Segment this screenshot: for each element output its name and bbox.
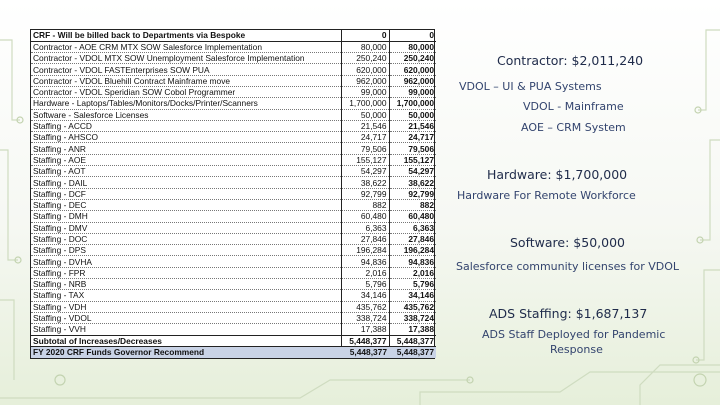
row-value-2: 1,700,000 xyxy=(389,98,436,109)
row-label: Hardware - Laptops/Tables/Monitors/Docks/Printer/Scanners xyxy=(31,98,341,109)
row-label: Staffing - DVHA xyxy=(31,256,341,267)
table-row xyxy=(31,53,436,64)
row-value-2: 21,546 xyxy=(389,120,436,131)
row-value-1: 54,297 xyxy=(341,166,389,177)
row-label: Staffing - NRB xyxy=(31,279,341,290)
table-row xyxy=(31,166,436,177)
row-value-2: 17,388 xyxy=(389,324,436,335)
row-value-2: 92,799 xyxy=(389,188,436,199)
row-value-1: 882 xyxy=(341,199,389,210)
row-value-2: 5,448,377 xyxy=(389,335,436,346)
row-value-2: 34,146 xyxy=(389,290,436,301)
contractor-line-2: VDOL - Mainframe xyxy=(523,100,624,113)
row-value-1: 99,000 xyxy=(341,86,389,97)
table-row xyxy=(31,143,436,154)
table-row xyxy=(31,199,436,210)
table-row xyxy=(31,279,436,290)
row-value-1: 1,700,000 xyxy=(341,98,389,109)
staffing-heading: ADS Staffing: $1,687,137 xyxy=(489,306,648,321)
row-label: Software - Salesforce Licenses xyxy=(31,109,341,120)
row-value-2: 5,796 xyxy=(389,279,436,290)
table-row xyxy=(31,222,436,233)
row-value-2: 99,000 xyxy=(389,86,436,97)
row-label: Staffing - ANR xyxy=(31,143,341,154)
row-label: FY 2020 CRF Funds Governor Recommend xyxy=(31,346,341,357)
total-row xyxy=(31,346,436,357)
row-value-2: 196,284 xyxy=(389,245,436,256)
row-value-1: 5,796 xyxy=(341,279,389,290)
hardware-heading: Hardware: $1,700,000 xyxy=(487,167,628,182)
table-row xyxy=(31,64,436,75)
software-heading: Software: $50,000 xyxy=(510,235,625,250)
row-value-1: 21,546 xyxy=(341,120,389,131)
table-row xyxy=(31,98,436,109)
row-value-1: 338,724 xyxy=(341,312,389,323)
row-value-2: 2,016 xyxy=(389,267,436,278)
row-label: Contractor - VDOL FASTEnterprises SOW PUA xyxy=(31,64,341,75)
row-label: Contractor - VDOL MTX SOW Unemployment Salesforce Implementation xyxy=(31,53,341,64)
row-value-2: 79,506 xyxy=(389,143,436,154)
row-value-1: 155,127 xyxy=(341,154,389,165)
table-row xyxy=(31,188,436,199)
row-value-1: 5,448,377 xyxy=(341,346,389,357)
table-row xyxy=(31,312,436,323)
row-value-1: 24,717 xyxy=(341,132,389,143)
row-value-1: 79,506 xyxy=(341,143,389,154)
row-value-1: 620,000 xyxy=(341,64,389,75)
row-value-2: 882 xyxy=(389,199,436,210)
table-row xyxy=(31,132,436,143)
row-value-2: 435,762 xyxy=(389,301,436,312)
table-row xyxy=(31,177,436,188)
row-value-1: 962,000 xyxy=(341,75,389,86)
row-value-2: 94,836 xyxy=(389,256,436,267)
contractor-line-3: AOE – CRM System xyxy=(521,121,626,134)
table-row xyxy=(31,86,436,97)
row-label: Staffing - VDH xyxy=(31,301,341,312)
row-label: Staffing - AOT xyxy=(31,166,341,177)
row-value-1: 94,836 xyxy=(341,256,389,267)
table-row xyxy=(31,120,436,131)
row-value-2: 6,363 xyxy=(389,222,436,233)
software-line-1: Salesforce community licenses for VDOL xyxy=(456,260,680,273)
row-value-2: 250,240 xyxy=(389,53,436,64)
budget-spreadsheet xyxy=(30,29,435,359)
row-value-1: 250,240 xyxy=(341,53,389,64)
row-value-2: 38,622 xyxy=(389,177,436,188)
row-value-2: 24,717 xyxy=(389,132,436,143)
staffing-line-2: Response xyxy=(550,343,603,356)
header-value-1: 0 xyxy=(341,30,389,41)
row-label: Staffing - DMH xyxy=(31,211,341,222)
row-label: Staffing - VDOL xyxy=(31,312,341,323)
row-value-2: 54,297 xyxy=(389,166,436,177)
row-value-1: 34,146 xyxy=(341,290,389,301)
row-value-2: 155,127 xyxy=(389,154,436,165)
table-row xyxy=(31,211,436,222)
row-value-2: 27,846 xyxy=(389,233,436,244)
table-row xyxy=(31,301,436,312)
table-row xyxy=(31,245,436,256)
row-label: Contractor - VDOL Bluehill Contract Mainframe move xyxy=(31,75,341,86)
table-row xyxy=(31,109,436,120)
row-value-1: 196,284 xyxy=(341,245,389,256)
table-row xyxy=(31,41,436,52)
row-label: Staffing - AHSCO xyxy=(31,132,341,143)
row-value-1: 92,799 xyxy=(341,188,389,199)
row-value-1: 50,000 xyxy=(341,109,389,120)
row-label: Staffing - TAX xyxy=(31,290,341,301)
table-row xyxy=(31,324,436,335)
row-label: Staffing - DAIL xyxy=(31,177,341,188)
row-label: Staffing - VVH xyxy=(31,324,341,335)
table-row xyxy=(31,75,436,86)
row-value-2: 338,724 xyxy=(389,312,436,323)
row-label: Subtotal of Increases/Decreases xyxy=(31,335,341,346)
header-label: CRF - Will be billed back to Departments via Bespoke xyxy=(31,30,341,41)
row-value-2: 620,000 xyxy=(389,64,436,75)
staffing-line-1: ADS Staff Deployed for Pandemic xyxy=(482,328,666,341)
row-value-2: 962,000 xyxy=(389,75,436,86)
row-value-1: 80,000 xyxy=(341,41,389,52)
row-value-1: 2,016 xyxy=(341,267,389,278)
row-label: Contractor - AOE CRM MTX SOW Salesforce Implementation xyxy=(31,41,341,52)
row-label: Staffing - FPR xyxy=(31,267,341,278)
table-header-row xyxy=(31,30,436,41)
row-value-1: 17,388 xyxy=(341,324,389,335)
row-value-2: 80,000 xyxy=(389,41,436,52)
row-value-2: 60,480 xyxy=(389,211,436,222)
row-label: Staffing - DCF xyxy=(31,188,341,199)
row-value-1: 27,846 xyxy=(341,233,389,244)
row-value-2: 5,448,377 xyxy=(389,346,436,357)
table-row xyxy=(31,154,436,165)
row-label: Staffing - DPS xyxy=(31,245,341,256)
contractor-line-1: VDOL – UI & PUA Systems xyxy=(459,80,602,93)
row-label: Staffing - DMV xyxy=(31,222,341,233)
table-row xyxy=(31,233,436,244)
row-label: Contractor - VDOL Speridian SOW Cobol Programmer xyxy=(31,86,341,97)
row-value-1: 435,762 xyxy=(341,301,389,312)
row-label: Staffing - ACCD xyxy=(31,120,341,131)
row-value-2: 50,000 xyxy=(389,109,436,120)
row-label: Staffing - AOE xyxy=(31,154,341,165)
row-value-1: 60,480 xyxy=(341,211,389,222)
hardware-line-1: Hardware For Remote Workforce xyxy=(457,189,636,202)
header-value-2: 0 xyxy=(389,30,436,41)
row-value-1: 6,363 xyxy=(341,222,389,233)
subtotal-row xyxy=(31,335,436,346)
table-row xyxy=(31,256,436,267)
budget-table xyxy=(31,30,436,358)
row-value-1: 5,448,377 xyxy=(341,335,389,346)
contractor-heading: Contractor: $2,011,240 xyxy=(497,53,644,68)
row-label: Staffing - DOC xyxy=(31,233,341,244)
table-row xyxy=(31,290,436,301)
row-label: Staffing - DEC xyxy=(31,199,341,210)
table-row xyxy=(31,267,436,278)
row-value-1: 38,622 xyxy=(341,177,389,188)
